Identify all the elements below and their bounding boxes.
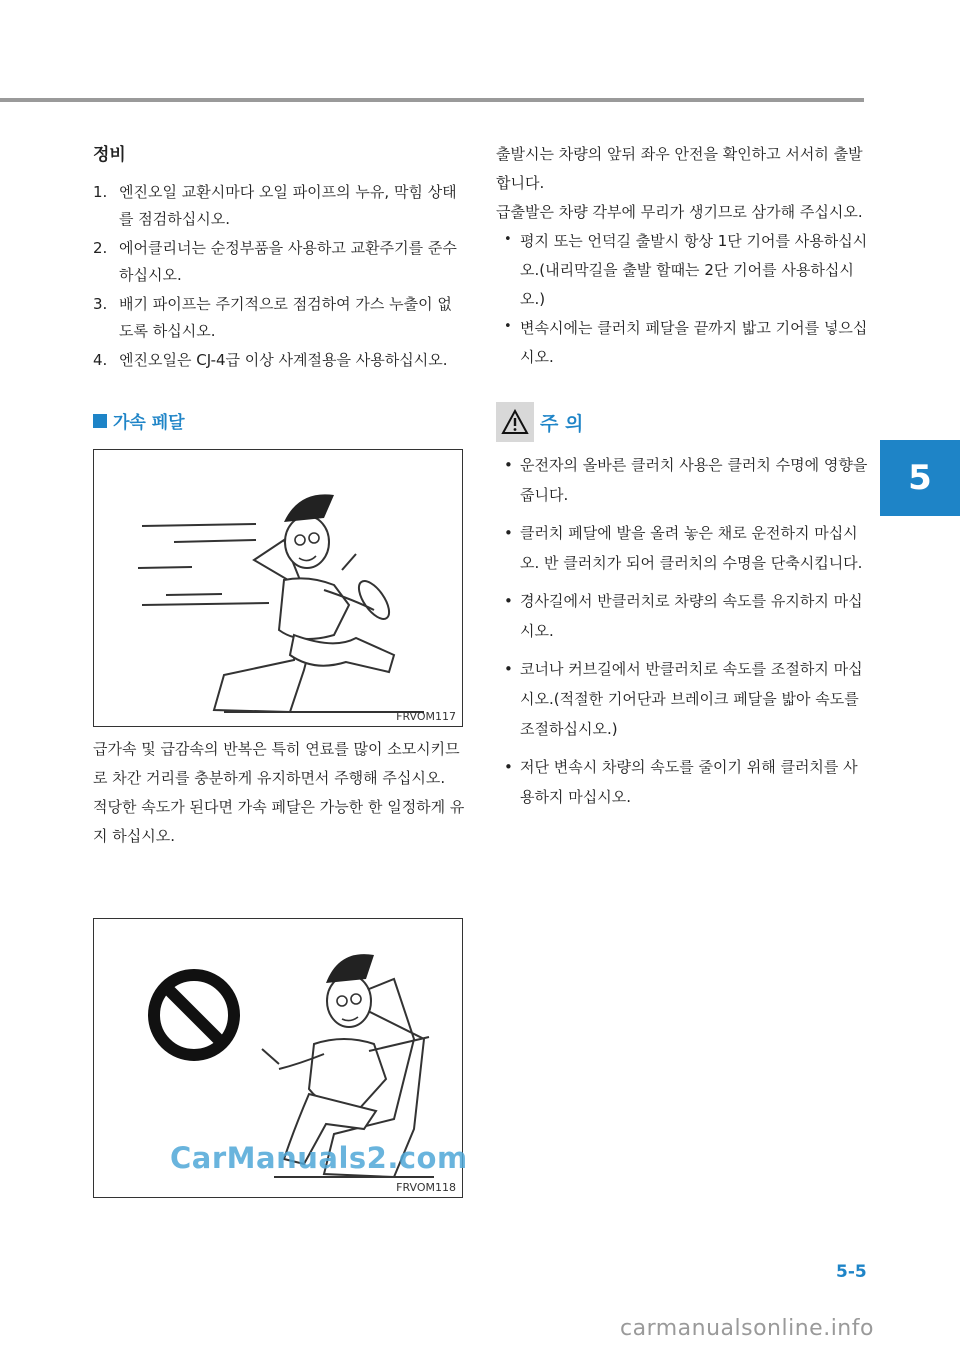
start-paragraph-2: 급출발은 차량 각부에 무리가 생기므로 삼가해 주십시오. <box>496 203 863 221</box>
figure-driver-accelerating <box>93 449 463 727</box>
item-number: 2. <box>93 239 108 257</box>
warning-triangle-icon <box>501 409 529 435</box>
chapter-number: 5 <box>908 458 932 498</box>
list-item <box>93 235 465 289</box>
left-column <box>93 140 465 851</box>
item-text: 엔진오일 교환시마다 오일 파이프의 누유, 막힘 상태를 점검하십시오. <box>119 183 457 228</box>
footer-site-watermark: carmanualsonline.info <box>620 1316 874 1341</box>
accel-paragraph-2: 적당한 속도가 된다면 가속 페달은 가능한 한 일정하게 유지 하십시오. <box>93 798 465 845</box>
list-item <box>93 347 465 374</box>
item-number: 3. <box>93 295 108 313</box>
list-item: • 저단 변속시 차량의 속도를 줄이기 위해 클러치를 사용하지 마십시오. <box>496 752 868 812</box>
list-item <box>93 291 465 345</box>
caution-header <box>496 402 868 442</box>
accel-paragraph-1: 급가속 및 급감속의 반복은 특히 연료를 많이 소모시키므로 차간 거리를 충분하게 유지하면서 주행해 주십시오. <box>93 740 460 787</box>
list-item: • 클러치 페달에 발을 올려 놓은 채로 운전하지 마십시오. 반 클러치가 되어 클러치의 수명을 단축시킵니다. <box>496 518 868 578</box>
square-bullet-icon <box>93 414 107 428</box>
right-column <box>496 140 868 820</box>
figure-code: FRVOM118 <box>396 1181 456 1194</box>
accel-pedal-heading <box>93 408 465 433</box>
figure-no-foot-on-pedal <box>93 918 468 1198</box>
accel-pedal-title: 가속 페달 <box>113 413 185 433</box>
list-item: • 경사길에서 반클러치로 차량의 속도를 유지하지 마십시오. <box>496 586 868 646</box>
list-item: • 평지 또는 언덕길 출발시 항상 1단 기어를 사용하십시오.(내리막길을 출발 할때는 2단 기어를 사용하십시오.) <box>496 227 868 314</box>
item-text: 에어클리너는 순정부품을 사용하고 교환주기를 준수하십시오. <box>119 239 457 284</box>
start-bullet-list <box>496 227 868 372</box>
item-number: 1. <box>93 183 108 201</box>
chapter-tab[interactable] <box>880 440 960 516</box>
page-number: 5-5 <box>836 1262 867 1282</box>
item-text: 엔진오일은 CJ-4급 이상 사계절용을 사용하십시오. <box>119 351 448 369</box>
caution-list <box>496 450 868 812</box>
list-item: • 코너나 커브길에서 반클러치로 속도를 조절하지 마십시오.(적절한 기어단과 브레이크 페달을 밟아 속도를 조절하십시오.) <box>496 654 868 744</box>
item-text: 배기 파이프는 주기적으로 점검하여 가스 누출이 없도록 하십시오. <box>119 295 452 340</box>
caution-title: 주 의 <box>540 412 584 435</box>
item-number: 4. <box>93 351 108 369</box>
start-paragraph-1: 출발시는 차량의 앞뒤 좌우 안전을 확인하고 서서히 출발합니다. <box>496 145 863 192</box>
list-item <box>93 179 465 233</box>
maintenance-list <box>93 179 465 374</box>
figure-code: FRVOM117 <box>396 710 456 723</box>
list-item: • 변속시에는 클러치 페달을 끝까지 밟고 기어를 넣으십시오. <box>496 314 868 372</box>
watermark-text: CarManuals2.com <box>170 1141 468 1175</box>
top-rule <box>0 98 864 102</box>
list-item: • 운전자의 올바른 클러치 사용은 클러치 수명에 영향을 줍니다. <box>496 450 868 510</box>
driver-speeding-illustration <box>94 450 462 726</box>
maintenance-heading: 정비 <box>93 145 126 165</box>
caution-badge <box>496 402 534 442</box>
